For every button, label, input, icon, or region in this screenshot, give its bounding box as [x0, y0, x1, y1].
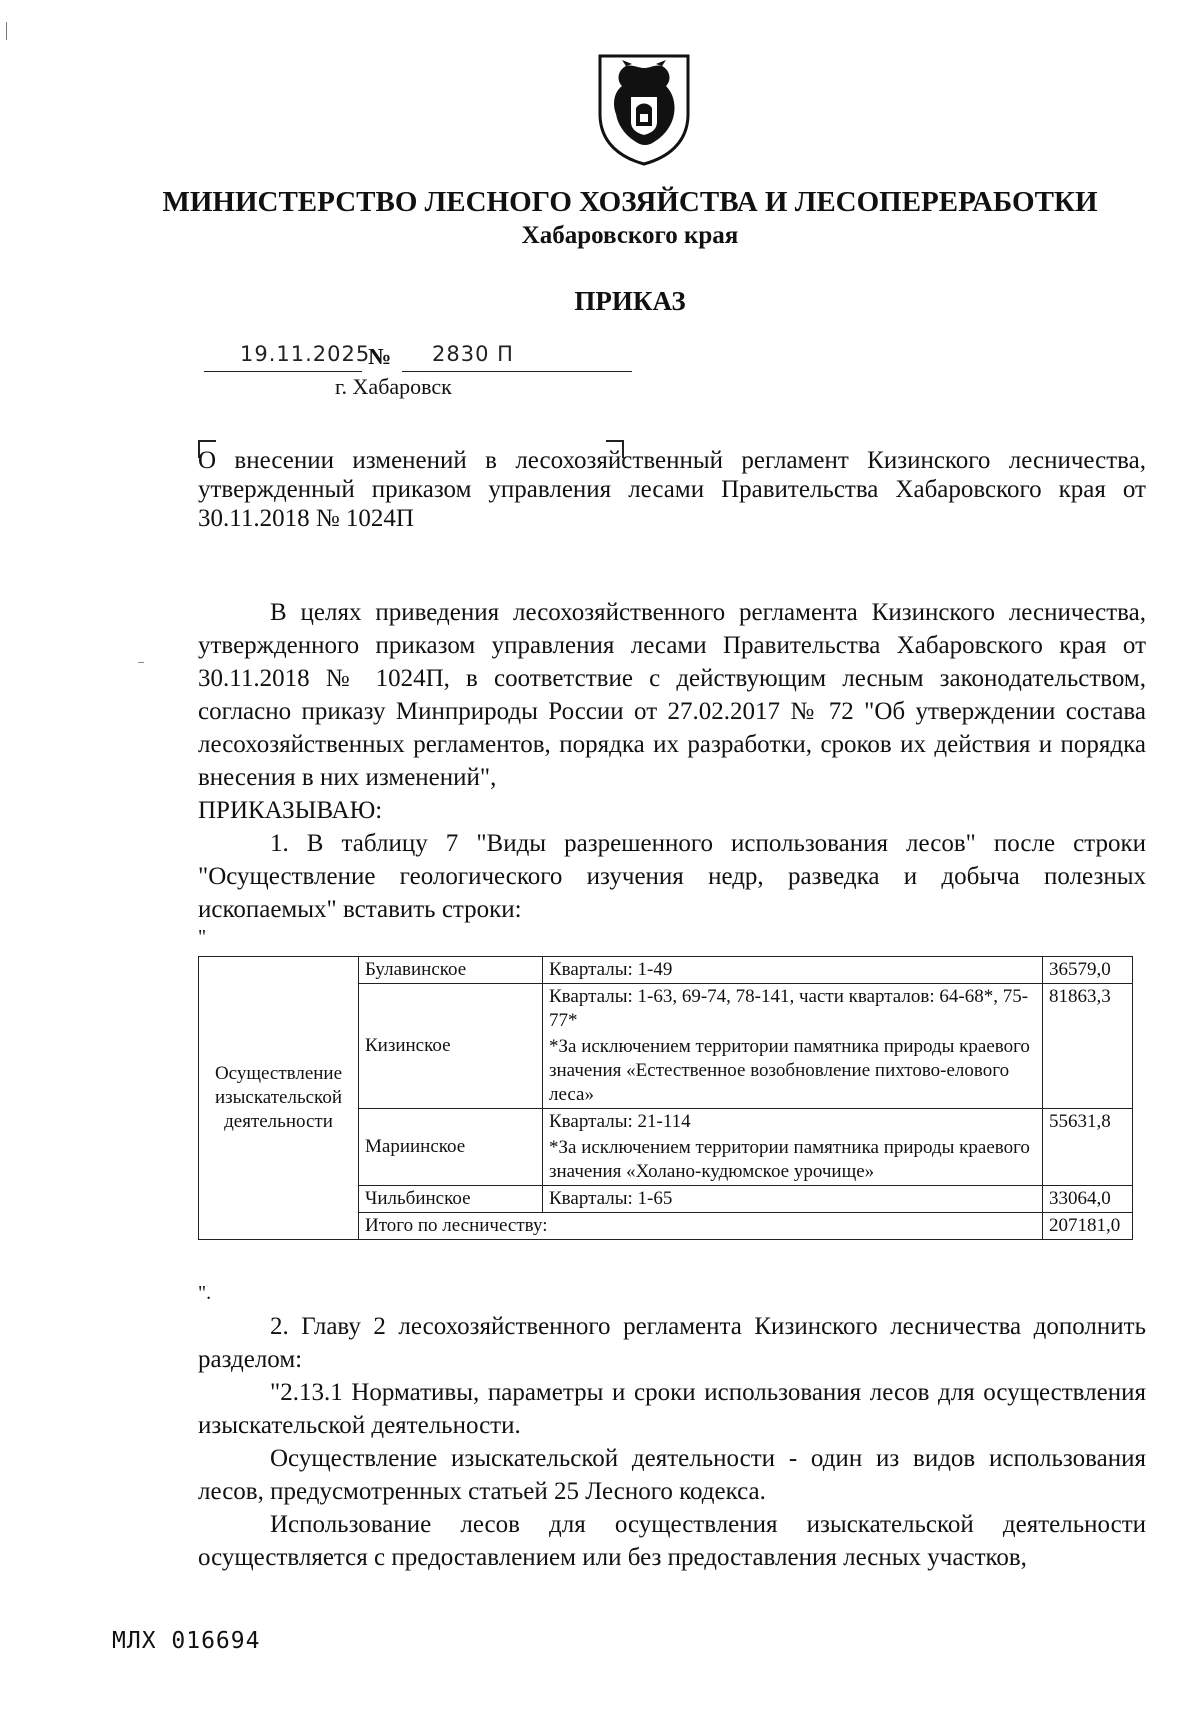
order-word: ПРИКАЗЫВАЮ: — [198, 797, 383, 824]
table-row — [199, 957, 1133, 984]
quarters-cell: Кварталы: 1-65 — [543, 1186, 1043, 1213]
region-name: Хабаровского края — [521, 222, 739, 249]
total-label: Итого по лесничеству: — [359, 1213, 1043, 1240]
forestry-name: Чильбинское — [359, 1186, 543, 1213]
quarters-cell: Кварталы: 21-114 — [543, 1109, 1043, 1136]
area-cell: 33064,0 — [1043, 1186, 1133, 1213]
table-quote-open: " — [198, 926, 207, 948]
date-underline — [204, 371, 362, 372]
area-cell: 36579,0 — [1043, 957, 1133, 984]
khabarovsk-coat-of-arms-icon — [596, 52, 692, 166]
ministry-name: МИНИСТЕРСТВО ЛЕСНОГО ХОЗЯЙСТВА И ЛЕСОПЕРЕРАБОТКИ — [162, 186, 1098, 218]
form-serial-number: МЛХ 016694 — [112, 1628, 261, 1654]
forestry-name: Мариинское — [359, 1109, 543, 1186]
number-sign: № — [368, 344, 392, 369]
activity-cell: Осуществление изыскательской деятельности — [199, 957, 359, 1240]
paragraph-b: Использование лесов для осуществления изыскательской деятельности осуществляется с предоставлением или без предоставления лесных участков, — [198, 1511, 1146, 1571]
forestry-name: Кизинское — [359, 984, 543, 1109]
table-quote-close: ". — [198, 1282, 212, 1304]
exclusion-note: *За исключением территории памятника природы краевого значения «Естественное возобновление пихтово-елового леса» — [543, 1034, 1043, 1109]
exclusion-note: *За исключением территории памятника природы краевого значения «Холано-кудюмское урочище» — [543, 1135, 1043, 1186]
quarters-cell: Кварталы: 1-63, 69-74, 78-141, части кварталов: 64-68*, 75-77* — [543, 984, 1043, 1035]
order-number: 2830 П — [432, 342, 514, 366]
paragraph-a: Осуществление изыскательской деятельности - один из видов использования лесов, предусмотренных статьей 25 Лесного кодекса. — [198, 1445, 1146, 1505]
preamble-paragraph: В целях приведения лесохозяйственного регламента Кизинского лесничества, утвержденного приказом управления лесами Правительства Хабаровского края от 30.11.2018 № 1024П, в соответствие с действующим лесным законодательством, согласно приказу Минприроды России от 27.02.2017 № 72 "Об утверждении состава лесохозяйственных регламентов, порядка их разработки, сроков их действия и порядка внесения в них изменений", — [198, 599, 1146, 791]
total-value: 207181,0 — [1043, 1213, 1133, 1240]
area-cell: 81863,3 — [1043, 984, 1133, 1109]
section-title: "2.13.1 Нормативы, параметры и сроки использования лесов для осуществления изыскательской деятельности. — [198, 1379, 1146, 1439]
forestry-name: Булавинское — [359, 957, 543, 984]
scan-edge-dash — [138, 662, 144, 663]
item-1-paragraph: 1. В таблицу 7 "Виды разрешенного использования лесов" после строки "Осуществление геологического изучения недр, разведка и добыча полезных ископаемых" вставить строки: — [198, 830, 1146, 923]
item-2-paragraph: 2. Главу 2 лесохозяйственного регламента Кизинского лесничества дополнить разделом: — [198, 1313, 1146, 1373]
area-cell: 55631,8 — [1043, 1109, 1133, 1186]
order-date: 19.11.2025 — [240, 342, 371, 366]
scan-edge-mark — [6, 22, 7, 40]
order-subject: О внесении изменений в лесохозяйственный регламент Кизинского лесничества, утвержденный приказом управления лесами Правительства Хабаровского края от 30.11.2018 № 1024П — [198, 447, 1146, 532]
quarters-cell: Кварталы: 1-49 — [543, 957, 1043, 984]
forest-use-table — [198, 956, 1133, 1240]
number-underline — [402, 371, 632, 372]
document-type: ПРИКАЗ — [574, 286, 686, 316]
city-name: г. Хабаровск — [335, 374, 452, 399]
